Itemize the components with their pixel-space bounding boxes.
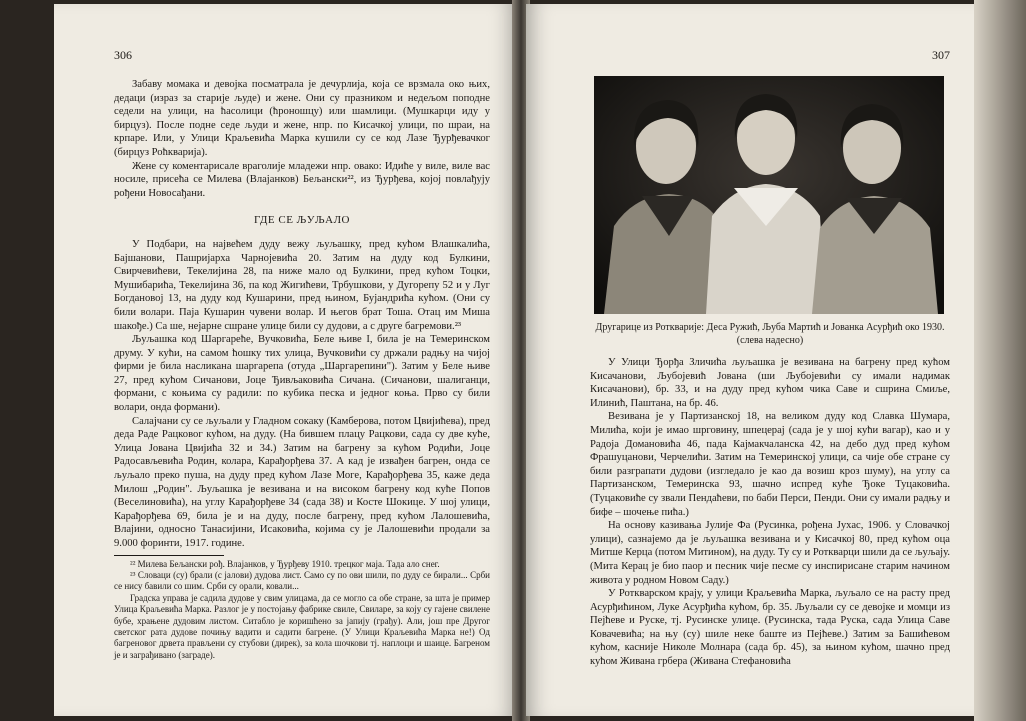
footnote: Градска управа је садила дудове у свим улицама, да се могло са обе стране, за шта је пример Улица Краљевића Марка. Разлог је у постојању фабрике свиле, Свиларе, за коју су гајене свилене бубе, храњене дудовим листом. Ситабло је коришћено за јапију (грађу). Али, још пре Другог светског рата дудове почињу вадити и садити багрене. (У Улици Краљевића Марка не!) Од багреновог дрвета прављени су стубови (дирек), за кола шочкови тј. наплоци и шаице. Багреном је и заграђивано (заграде). bbox=[114, 592, 490, 660]
left-page-body bbox=[114, 78, 490, 661]
page-edge bbox=[974, 0, 1026, 721]
paragraph: У Улици Ђорђа Зличића љуљашка је везивана на багрену пред кућом Кисачанови, Љубојевић Јована (ши Љубојевићи су имали надимак Кисачанови), бр. 33, и на дуду пред кућом чика Саве и сшрина Смиље, Илинић, Паштана, на бр. 46. bbox=[590, 357, 950, 409]
right-page-body bbox=[590, 356, 950, 669]
footnote-rule bbox=[114, 555, 224, 556]
photo-illustration bbox=[594, 76, 944, 314]
photo-caption: Другарице из Роткварије: Деса Ружић, Љуба Мартић и Јованка Асурђић око 1930. (слева надесно) bbox=[595, 322, 945, 346]
paragraph: Везивана је у Партизанској 18, на великом дуду код Славка Шумара, Милића, који је имао шрговину, шпецерај (сада је у шој кући вагар), као и у Радоја Домановића 46, пада Кајмакчаланска 42, на дебо дуд пред кућом Фрашуцанови, Черчелићи. Затим на Темеринској улици, са чије обе стране су били разграпати дудови (изгледало је као да возиш кроз шуму), на углу са Партизанском, Темеринска 93, шачно испред куће Ђоке Туцаковића. (Туцаковиће су звали Пендаћеви, по баби Перси, Пенди. Они су имали радњу и бифе – шочење пића.) bbox=[590, 411, 950, 518]
section-heading: ГДЕ СЕ ЉУЉАЛО bbox=[254, 214, 350, 227]
photograph-three-women bbox=[594, 76, 944, 314]
paragraph: На основу казивања Јулије Фа (Русинка, рођена Јухас, 1906. у Словачкој улици), сазнајемо да је љуљашка везивана и у Кисачкој 80, пред кућом оца Митше Керца (потом Митином), на дуду. Ту су и Роткварци шили да се љуљају. (Мита Керац је био паор и песник чије песме су инспирисане старим начином живота у родном Новом Саду.) bbox=[590, 520, 950, 586]
paragraph: Љуљашка код Шаргареће, Вучковића, Беле њиве I, била је на Темеринском друму. У кући, на самом ћошку тих улица, Вучковићи су држали радњу на чијој фирми је била насликана шаргарепа (отуда „Шаргарепини"). Затим у Беле њиве 27, пред кућом Сичанови, Јоце Ђивљаковића Сичана. (Сичанови, шалиганци, формани, с коњима су радили: по кубика песка и једног коња. Прво су били волари, онда формани). bbox=[114, 334, 490, 414]
footnote: ²² Милева Бељански рођ. Влајанков, у Ђурђеву 1910. трецког маја. Тада ало снег. bbox=[130, 558, 440, 569]
paragraph: Салајчани су се љуљали у Гладном сокаку (Камберова, потом Цвијићева), пред деда Раде Рацковог кућом, на дуду. (На бившем плацу Рацкови, сада су две куће, Улица Јована Цвијића 32 и 34.) Затим на багрену за кућом Родићи, Јоце Радосављевића Родин, колара, Карађорђева 37. А кад је извађен багрен, онда се љуљало преко пуша, на дуду пред кућом Лазе Моге, Карађорђева 35, каже деда Милош „Родин". Љуљашка је везивана и на високом багрену код куће Попов (Веселиновића), на углу Карађорђеве 34 (сада 38) и Косте Шокице. У шој улици, Карађорђева 69, била је и на дуду, после багрену, пред кућом Лалошевића, Влајини, односно Танасијини, Исаковића, којима су је Лалошевићи продали за 9.000 форинти, 1917. године. bbox=[114, 415, 490, 549]
right-page bbox=[526, 4, 974, 716]
left-page bbox=[54, 4, 516, 716]
paragraph: Жене су коментарисале враголије младежи нпр. овако: Идиће у виле, виле вас носиле, присећа се Милева (Влајанков) Бељански²², из Ђурђева, којој повлађују рођени Новосађани. bbox=[114, 160, 490, 199]
paragraph: У Роткварском крају, у улици Краљевића Марка, љуљало се на расту пред Асурђићином, Луке Асурђића кућом, бр. 35. Љуљали су се девојке и момци из Пејћеве и Руске, тј. Русинске улице. (Русинска, тада Руска, сада Улица Саве Ковачевића; на њу (су) шиле неке баште из Пејћеве.) Затим за Башићевом кућом, касније Николе Молнара (сада бр. 45), за њином кућом, шачно пред кућом Живана грбера (Живана Стефановића bbox=[590, 588, 950, 668]
paragraph: Забаву момака и девојка посматрала је дечурлија, која се врзмала око њих, дедаци (израз за старије људе) и жене. Они су празником и недељом поподне седели на улици, на ћасолици (ћроношцу) или шамлици. (Мушкарци иду у бирцуз). После подне седе људи и жене, нпр. по Кисачкој улици, по шраи, на крпаре. Или, у Улици Краљевића Марка кушили су се код Лазе Ђурђевачког (бирцуз Роћкварија). bbox=[114, 79, 490, 158]
page-number-left: 306 bbox=[114, 48, 132, 62]
paragraph: У Подбари, на највећем дуду вежу љуљашку, пред кућом Влашкалића, Бајшанови, Пашријарха Чарнојевића 20. Затим на дуду код Булкини, Свирчевићеви, Текелијина 28, па ниже мало од Булкини, пред кућом Тоцки, Мушибарића, Текелијина 36, па код Жигићеви, Трбушкови, у Дугорепу 52 и у Луг Богдановој 13, на дуду код Кушарини, пред њином, Бујандрића кућом. (Они су били волари. Паја Кушарин чувени волар. И његов брат Тоша. Отац им Миша шакође.) Са ше, нејарне сшране улице били су дудови, а с друге багремови.²³ bbox=[114, 238, 490, 332]
page-number-right: 307 bbox=[932, 48, 950, 62]
footnote: ²³ Словаци (су) брали (с јалови) дудова лист. Само су по ови шили, по дуду се бирали... Срби се нису бавили со шим. Срби су орали, ковали... bbox=[114, 570, 490, 592]
